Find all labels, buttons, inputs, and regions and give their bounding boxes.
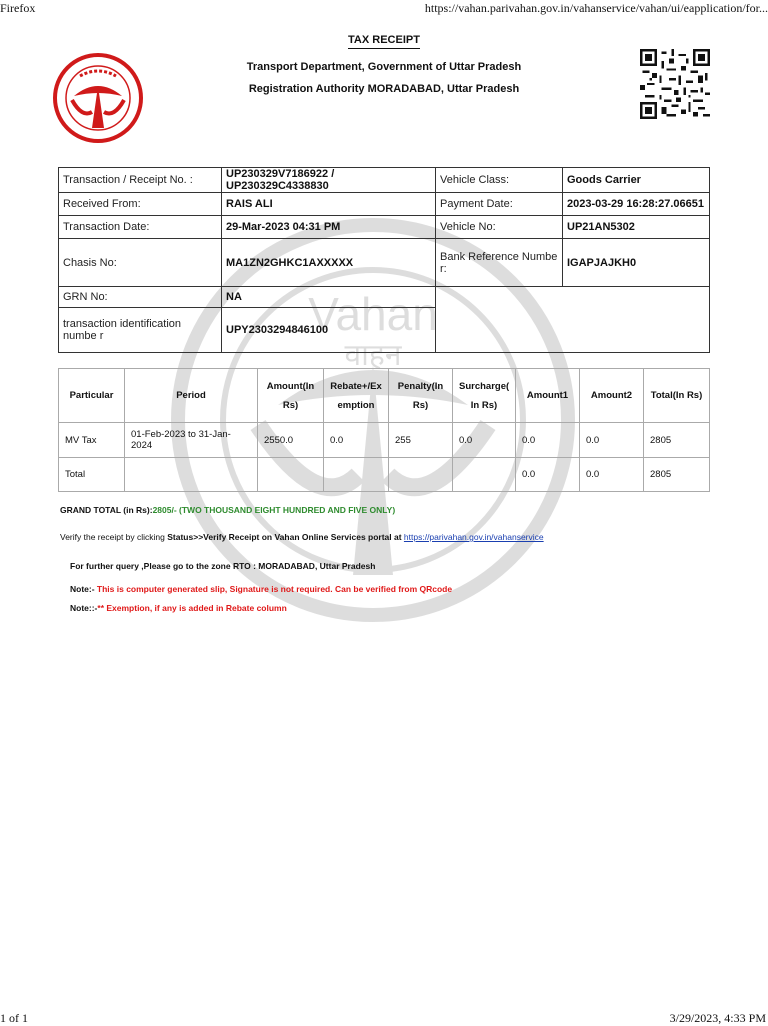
transaction-id-label: transaction identification numbe r [59,308,222,353]
fee-breakdown-table [58,368,710,492]
received-from-label: Received From: [59,193,222,216]
chasis-no-value: MA1ZN2GHKC1AXXXXX [222,239,436,287]
grn-no-value: NA [222,287,436,308]
grn-no-label: GRN No: [59,287,222,308]
grand-total-value: 2805/- (TWO THOUSAND EIGHT HUNDRED AND FIVE ONLY) [152,505,396,515]
note1-label: Note:- [70,584,95,594]
transaction-date-label: Transaction Date: [59,216,222,239]
vehicle-class-label: Vehicle Class: [436,168,563,193]
verify-instructions [60,532,544,542]
note1-text: This is computer generated slip, Signature is not required. Can be verified from QRcode [94,584,453,594]
further-query-text: For further query ,Please go to the zone RTO : MORADABAD, Uttar Pradesh [70,561,376,571]
cell-period: 01-Feb-2023 to 31-Jan-2024 [125,423,258,458]
cell-rebate: 0.0 [324,423,389,458]
transaction-details-table [58,167,710,353]
cell-amount1: 0.0 [516,458,580,492]
vehicle-no-value: UP21AN5302 [563,216,710,239]
note-exemption [70,603,287,613]
table-row [59,458,710,492]
receipt-no-value: UP230329V7186922 / UP230329C4338830 [222,168,436,193]
note-computer-generated [70,584,452,594]
col-amount: Amount(In Rs) [258,369,324,423]
grand-total [60,505,395,515]
cell-total: 2805 [644,458,710,492]
receipt-no-label: Transaction / Receipt No. : [59,168,222,193]
transaction-id-value: UPY2303294846100 [222,308,436,353]
watermark-vahan-hindi: वाहन [344,338,402,373]
payment-date-value: 2023-03-29 16:28:27.06651 [563,193,710,216]
transaction-date-value: 29-Mar-2023 04:31 PM [222,216,436,239]
note2-label: Note::- [70,603,98,613]
col-amount2: Amount2 [580,369,644,423]
cell-penalty: 255 [389,423,453,458]
cell-amount2: 0.0 [580,458,644,492]
payment-date-label: Payment Date: [436,193,563,216]
vehicle-no-label: Vehicle No: [436,216,563,239]
verify-path: Status>>Verify Receipt on Vahan Online Services portal at [167,532,404,542]
watermark-vahan: Vahan [308,288,438,340]
print-footer-datetime: 3/29/2023, 4:33 PM [669,1011,766,1025]
cell-amount2: 0.0 [580,423,644,458]
receipt-title: TAX RECEIPT [0,34,768,46]
col-particular: Particular [59,369,125,423]
cell-surcharge: 0.0 [453,423,516,458]
col-period: Period [125,369,258,423]
table-row [59,423,710,458]
verify-prefix: Verify the receipt by clicking [60,532,168,542]
col-penalty: Penalty(In Rs) [389,369,453,423]
col-amount1: Amount1 [516,369,580,423]
chasis-no-label: Chasis No: [59,239,222,287]
cell-amount: 2550.0 [258,423,324,458]
cell-surcharge [453,458,516,492]
cell-amount [258,458,324,492]
note2-text: ** Exemption, if any is added in Rebate column [97,603,287,613]
grand-total-label: GRAND TOTAL (in Rs): [60,505,153,515]
department-name: Transport Department, Government of Uttar Pradesh [246,61,522,73]
col-rebate: Rebate+/Ex emption [324,369,389,423]
bank-reference-value: IGAPJAJKH0 [563,239,710,287]
col-total: Total(In Rs) [644,369,710,423]
cell-particular: MV Tax [59,423,125,458]
received-from-value: RAIS ALI [222,193,436,216]
cell-amount1: 0.0 [516,423,580,458]
cell-particular: Total [59,458,125,492]
print-header-app: Firefox [0,1,36,15]
print-header-url: https://vahan.parivahan.gov.in/vahanservice/vahan/ui/eapplication/for... [424,1,768,15]
bank-reference-label: Bank Reference Numbe r: [436,239,563,287]
col-surcharge: Surcharge( In Rs) [453,369,516,423]
cell-rebate [324,458,389,492]
print-footer-page: 1 of 1 [0,1011,28,1025]
fee-header-row [59,369,710,423]
registration-authority: Registration Authority MORADABAD, Uttar Pradesh [248,83,520,95]
empty-cell [436,287,710,353]
vehicle-class-value: Goods Carrier [563,168,710,193]
vahan-service-link[interactable]: https://parivahan.gov.in/vahanservice [403,532,544,542]
cell-period [125,458,258,492]
cell-penalty [389,458,453,492]
cell-total: 2805 [644,423,710,458]
